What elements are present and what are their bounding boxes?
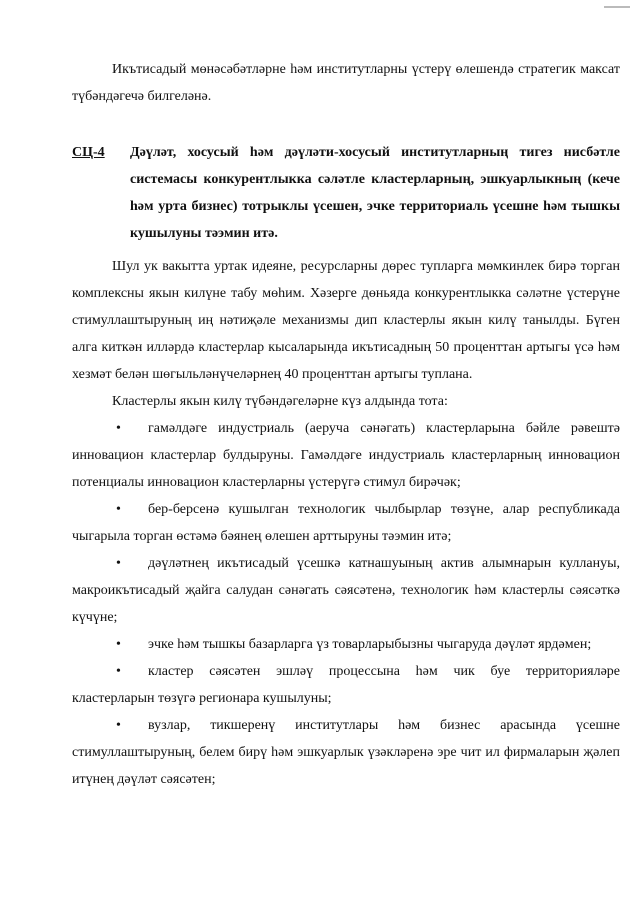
page-content: [72, 56, 620, 793]
intro-paragraph: Икътисадый мөнәсәбәтләрне һәм институтларны үстерү өлешендә стратегик максат түбәндәгечә билгеләнә.: [72, 62, 620, 104]
list-item: [72, 415, 620, 496]
bullet-icon: •: [116, 556, 121, 571]
list-item-text: дәүләтнең икътисадый үсешкә катнашуының актив алымнарын куллануы, макроикътисадый җайга салудан сәнәгать сәясәтенә, технологик һәм кластерлы сәясәткә күчүне;: [72, 556, 620, 625]
bullet-icon: •: [116, 718, 121, 733]
list-item-text: кластер сәясәтен эшләү процессына һәм чик буе территорияләре кластерларын төзүгә регионара кушылуны;: [72, 664, 620, 706]
list-item: [72, 496, 620, 550]
list-item-text: вузлар, тикшеренү институтлары һәм бизнес арасында үсешне стимуллаштыруның, белем бирү һәм эшкуарлык үзәкләренә эре чит ил фирмаларын җәлеп итүнең дәүләт сәясәтен;: [72, 718, 620, 787]
corner-mark: [604, 6, 630, 8]
bullet-icon: •: [116, 664, 121, 679]
list-item: [72, 631, 620, 658]
list-item-text: бер-берсенә кушылган технологик чылбырлар төзүне, алар республикада чыгарыла торган өстәмә бәянең өлешен арттыруны тәэмин итә;: [72, 502, 620, 544]
list-item: [72, 550, 620, 631]
bullet-icon: •: [116, 502, 121, 517]
bullet-icon: •: [116, 421, 121, 436]
bullet-list: [72, 415, 620, 793]
section-heading: [72, 139, 620, 247]
list-intro-paragraph: Кластерлы якын килү түбәндәгеләрне күз алдында тота:: [112, 394, 448, 409]
list-item: [72, 658, 620, 712]
bullet-icon: •: [116, 637, 121, 652]
list-item: [72, 712, 620, 793]
list-item-text: эчке һәм тышкы базарларга үз товарларыбызны чыгаруда дәүләт ярдәмен;: [148, 637, 592, 652]
section-title: Дәүләт, хосусый һәм дәүләти-хосусый институтларның тигез нисбәтле системасы конкурентлыкка сәләтле кластерларның, эшкуарлыкның (кече һәм урта бизнес) тотрыклы үсешен, эчке территориаль үсешне һәм тышкы кушылуны тәэмин итә.: [130, 145, 620, 241]
body-paragraph: Шул ук вакытта уртак идеяне, ресурсларны дөрес тупларга мөмкинлек бирә торган комплексны якын килүне табу мөһим. Хәзерге дөньяда конкурентлыкка сәләтне үстерүне стимуллаштыруның иң нәтиҗәле механизмы дип кластерлы якын килү танылды. Бүген алга киткән илләрдә кластерлар кысаларында икътисадның 50 проценттан артыгы үсә һәм хезмәт белән шөгыльләнүчеләрнең 40 проценттан артыгы туплана.: [72, 259, 620, 382]
section-code: СЦ-4: [72, 145, 105, 160]
list-item-text: гамәлдәге индустриаль (аеруча сәнәгать) кластерларына бәйле рәвештә инновацион кластерлар булдыруны. Гамәлдәге индустриаль кластерларның инновацион потенциалы инновацион кластерларны үстерүгә стимул бирәчәк;: [72, 421, 620, 490]
